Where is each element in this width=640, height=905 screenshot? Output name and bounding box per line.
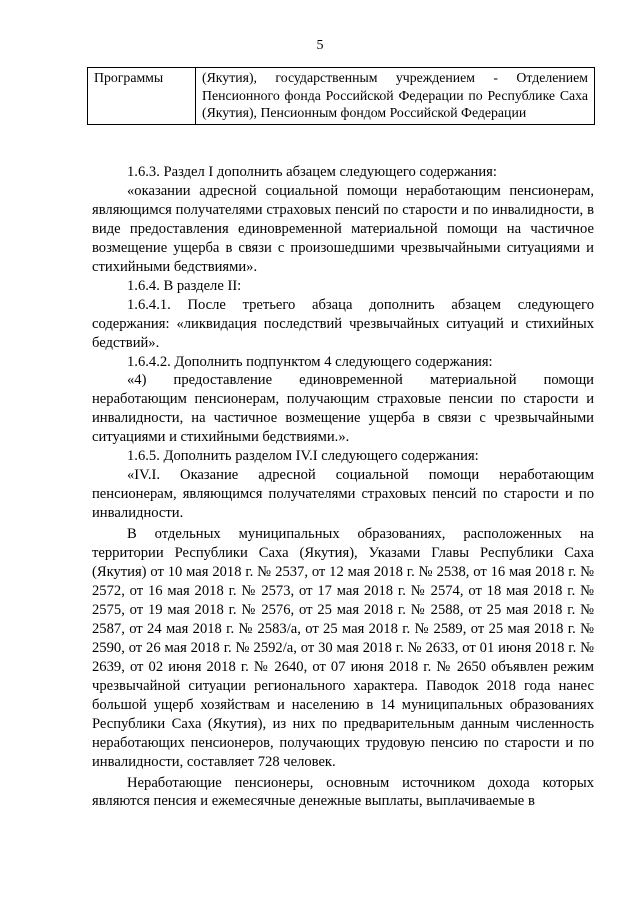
page-number: 5: [316, 38, 324, 53]
paragraph-quote-assistance: «оказании адресной социальной помощи неработающим пенсионерам, являющимся получателями страховых пенсий по старости и по инвалидности, в виде предоставления единовременной материальной помощи на частичное возмещение ущерба в связи с произошедшими чрезвычайными ситуациями и стихийными бедствиями».: [92, 182, 594, 275]
paragraph-pensioners-income: Неработающие пенсионеры, основным источником дохода которых являются пенсия и ежемесячные денежные выплаты, выплачиваемые в: [92, 774, 594, 810]
paragraph-1-6-3: 1.6.3. Раздел I дополнить абзацем следующего содержания:: [127, 164, 497, 180]
table-cell-label: Программы: [88, 68, 196, 125]
paragraph-emergency-decrees: В отдельных муниципальных образованиях, расположенных на территории Республики Саха (Якутия), Указами Главы Республики Саха (Якутия) от 10 мая 2018 г. № 2537, от 12 мая 2018 г. № 2538, от 16 мая 2018 г. № 2572, от 16 мая 2018 г. № 2573, от 17 мая 2018 г. № 2574, от 18 мая 2018 г. № 2575, от 19 мая 2018 г. № 2576, от 25 мая 2018 г. № 2588, от 25 мая 2018 г. № 2587, от 24 мая 2018 г. № 2583/а, от 25 мая 2018 г. № 2589, от 25 мая 2018 г. № 2590, от 26 мая 2018 г. № 2592/а, от 30 мая 2018 г. № 2633, от 01 июня 2018 г. № 2639, от 02 июня 2018 г. № 2640, от 07 июня 2018 г. № 2650 объявлен режим чрезвычайной ситуации регионального характера. Паводок 2018 года нанес большой ущерб хозяйствам и населению в 14 муниципальных образованиях Республики Саха (Якутия), из них по предварительным данным численность неработающих пенсионеров, получающих трудовую пенсию по старости и по инвалидности, составляет 728 человек.: [92, 526, 594, 770]
paragraph-1-6-4-1: 1.6.4.1. После третьего абзаца дополнить абзацем следующего содержания: «ликвидация последствий чрезвычайных ситуаций и стихийных бедствий».: [92, 296, 594, 351]
table-cell-text: (Якутия), государственным учреждением - Отделением Пенсионного фонда Российской Федерации по Республике Саха (Якутия), Пенсионным фондом Российской Федерации: [196, 68, 595, 125]
paragraph-1-6-5: 1.6.5. Дополнить разделом IV.I следующего содержания:: [127, 448, 479, 465]
program-table: [87, 67, 595, 125]
paragraph-section-iv-i: «IV.I. Оказание адресной социальной помощи неработающим пенсионерам, являющимся получателями страховых пенсий по старости и по инвалидности.: [92, 467, 594, 522]
paragraph-1-6-4: 1.6.4. В разделе II:: [127, 277, 242, 294]
table-row: [88, 68, 595, 125]
document-body: [92, 163, 594, 811]
paragraph-1-6-4-2: 1.6.4.2. Дополнить подпунктом 4 следующего содержания:: [127, 353, 493, 370]
paragraph-subitem-4: «4) предоставление единовременной материальной помощи неработающим пенсионерам, получающим страховые пенсии по старости и инвалидности, на частичное возмещение ущерба в связи с чрезвычайными ситуациями и стихийными бедствиями.».: [92, 372, 594, 446]
